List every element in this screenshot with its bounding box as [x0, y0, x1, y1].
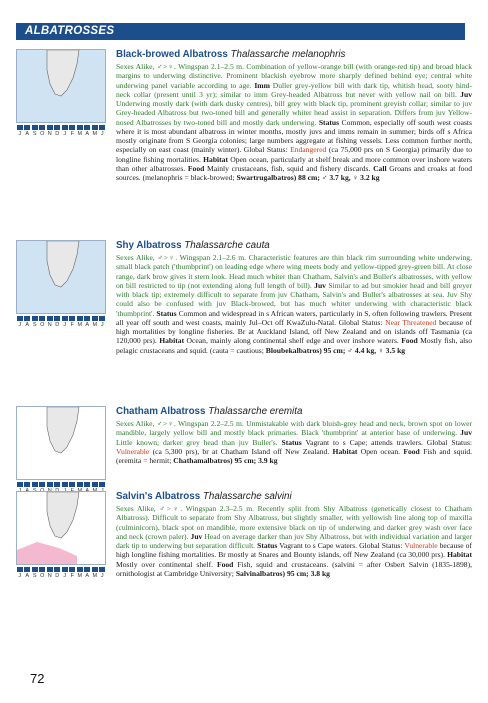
global-status: Near Threatened	[385, 317, 437, 327]
status-text: Common, especially off south west coasts where it is most abundant albatross in winter months, mostly juvs and imms remain in summer; birds off s Africa mostly originate from S Georgia colonies; large numbers aggregate at fishing vessels. Less common further north, especially on east coast (mainly winter). Global Status:	[116, 117, 472, 155]
month-cell: A	[84, 567, 92, 579]
month-cell: M	[91, 316, 99, 328]
month-cell: M	[76, 316, 84, 328]
species-description: Sexes Alike, ♂>♀. Wingspan 2.1–2.5 m. Combination of yellow-orange bill (with orange-red tip) and broad black margins to underwing distinctive. Prominent blackish eyebrow more sharply defined behind eye; central white underwing panel variable according to age. Imm Duller grey-yellow bill with dark tip, whitish head, sooty hind-neck collar (present until 3 yr); similar to imm Grey-headed Albatross but never with yellow nail on bill. Juv Underwing mostly dark (with dark dusky centres), bill grey with black tip, prominent greyish collar; similar to juv Grey-headed Albatross but two-toned bill and generally whiter head assist in separation. Differs from juv Yellow-nosed Albatrosses by two-toned bill and mostly dark underwing. Status Common, especially off south west coasts where it is most abundant albatross in winter months, mostly juvs and imms remain in summer; birds off s Africa mostly originate from S Georgia colonies; large numbers aggregate at fishing vessels. Less common further north, especially on east coast (mainly winter). Global Status: Endangered (ca 75,000 prs on S Georgia) primarily due to longline fishing mortalities. Habitat Open ocean, particularly at shelf break and more common over inshore waters than other albatrosses. Food Mainly crustaceans, fish, squid and fishery discards. Call Groans and croaks at food sources. (melanophris = black-browed; Swartrugalbatros) 88 cm; ♂ 3.7 kg, ♀ 3.2 kg	[116, 62, 472, 182]
scientific-name: Thalassarche melanophris	[230, 49, 346, 60]
month-cell: J	[16, 125, 24, 137]
month-cell: A	[84, 125, 92, 137]
month-cell: J	[16, 316, 24, 328]
id-text: Sexes Alike, ♂>♀. Wingspan 2.1–2.5 m. Combination of yellow-orange bill (with orange-red tip) and broad black margins to underwing distinctive. Prominent blackish eyebrow more sharply defined behind eye; central white underwing panel variable according to age.	[116, 62, 472, 90]
distribution-map-column	[16, 240, 106, 328]
month-cell: S	[31, 316, 39, 328]
section-title: ALBATROSSES	[25, 25, 115, 37]
distribution-map-column	[16, 406, 106, 494]
global-status: Vulnerable	[404, 541, 438, 550]
month-cell: D	[54, 567, 62, 579]
imm-text: Duller grey-yellow bill with dark tip, whitish head, sooty hind-neck collar (present until 3 yr); similar to imm Grey-headed Albatross but never with yellow nail on bill.	[116, 80, 472, 99]
month-cell: J	[61, 567, 69, 579]
month-cell: J	[61, 125, 69, 137]
common-name: Shy Albatross	[116, 240, 182, 251]
measurements: 95 cm; ♂ 4.4 kg, ♀ 3.5 kg	[323, 345, 406, 355]
global-status: Endangered	[290, 145, 327, 155]
month-cell: F	[69, 125, 77, 137]
month-cell: M	[76, 567, 84, 579]
month-cell: J	[16, 567, 24, 579]
global-status: Vulnerable	[116, 446, 150, 456]
measurements: 88 cm; ♂ 3.7 kg, ♀ 3.2 kg	[298, 173, 380, 182]
scientific-name: Thalassarche cauta	[184, 240, 270, 251]
month-cell: M	[91, 125, 99, 137]
month-cell: M	[76, 125, 84, 137]
distribution-map-column	[16, 49, 106, 137]
month-cell: A	[84, 316, 92, 328]
measurements: 95 cm; 3.9 kg	[234, 456, 278, 465]
local-name: Swartrugalbatros)	[236, 173, 297, 182]
distribution-map	[16, 49, 106, 123]
month-cell: J	[61, 316, 69, 328]
month-bar	[16, 125, 106, 137]
species-title	[116, 49, 472, 61]
month-cell: O	[39, 125, 47, 137]
month-cell: F	[69, 567, 77, 579]
month-cell: S	[31, 567, 39, 579]
species-description: Sexes Alike, ♂>♀. Wingspan 2.2–2.5 m. Unmistakable with dark bluish-grey head and neck, brown spot on lower mandible, largely yellow bill and mostly black primaries. Black 'thumbprint' at anterior base of underwing. Juv Little known; darker grey head than juv Buller's. Status Vagrant to s Cape; attends trawlers. Global Status: Vulnerable (ca 5,300 prs), br at Chatham Island off New Zealand. Habitat Open ocean. Food Fish and squid. (eremita = hermit; Chathamalbatros) 95 cm; 3.9 kg	[116, 419, 473, 465]
species-description: Sexes Alike, ♂>♀. Wingspan 2.3–2.5 m. Recently split from Shy Albatross (genetically closest to Chatham Albatross). Difficult to separate from Shy Albatross, but slightly smaller, with yellowish line along top of maxilla (culminicorn), black spot on mandible, more extensive black on tip of underwing and darker grey wash over face and neck (crown paler). Juv Head on average darker than juv Shy Albatross, but with individual variation and larger dark tip to underwing but separation difficult. Status Vagrant to s Cape waters. Global Status: Vulnerable because of high longline fishing mortalities. Br mostly at Snares and Bounty islands, off New Zealand (ca 30,000 prs). Habitat Mostly over continental shelf. Food Fish, squid and crustaceans. (salvini = after Osbert Salvin (1835-1898), ornithologist at Cambridge University; Salvinalbatros) 95 cm; 3.8 kg	[116, 504, 473, 578]
month-cell: A	[24, 567, 32, 579]
species-text	[116, 406, 472, 465]
month-cell: J	[99, 567, 107, 579]
month-cell: A	[24, 125, 32, 137]
species-title	[116, 240, 472, 252]
month-cell: F	[69, 316, 77, 328]
juv-text: Underwing mostly dark (with dark dusky centres), bill grey with black tip, prominent greyish collar; similar to juv Grey-headed Albatross but two-toned bill and generally whiter head assist in separation. Differs from juv Yellow-nosed Albatrosses by two-toned bill and mostly dark underwing.	[116, 99, 472, 127]
distribution-map	[16, 406, 106, 480]
month-cell: J	[99, 125, 107, 137]
month-cell: N	[46, 316, 54, 328]
distribution-map	[16, 240, 106, 314]
page-number: 72	[30, 671, 45, 686]
section-header	[16, 23, 465, 40]
species-title	[116, 406, 472, 418]
scientific-name: Thalassarche salvini	[202, 491, 292, 502]
measurements: 95 cm; 3.8 kg	[286, 568, 330, 578]
month-cell: D	[54, 316, 62, 328]
species-title	[116, 491, 472, 503]
distribution-map	[16, 491, 106, 565]
month-cell: M	[91, 567, 99, 579]
month-bar	[16, 316, 106, 328]
month-cell: D	[54, 125, 62, 137]
local-name: Bloubekalbatros)	[265, 345, 322, 355]
month-bar	[16, 567, 106, 579]
distribution-map-column	[16, 491, 106, 579]
common-name: Chatham Albatross	[116, 406, 206, 417]
month-cell: A	[24, 316, 32, 328]
species-description: Sexes Alike, ♂>♀. Wingspan 2.1–2.6 m. Characteristic features are thin black rim surrounding white underwing, small black patch ('thumbprint') on leading edge where wing meets body and yellow-tipped grey-green bill. At close range, dark brow gives it stern look. Head much whiter than Chatham, Salvin's and Buller's albatrosses, with yellow on bill restricted to tip (not extending along full length of bill). Juv Similar to ad but smokier head and bill greyer with black tip; extremely difficult to separate from juv Chatham, Salvin's and Buller's albatrosses at sea. Juv Shy could also be confused with juv Black-browed, but has much whiter underwing with characteristic black 'thumbprint'. Status Common and widespread in s African waters, particularly in S, often following trawlers. Present all year off south and west coasts, mainly Jul–Oct off KwaZulu-Natal. Global Status: Near Threatened because of high mortalities by longline fisheries. Br at Auckland Island, off New Zealand and on islands off Tasmania (ca 120,000 prs). Habitat Ocean, mainly along continental shelf edge and over inshore waters. Food Mostly fish, also pelagic crustaceans and squid. (cauta = cautious; Bloubekalbatros) 95 cm; ♂ 4.4 kg, ♀ 3.5 kg	[116, 253, 473, 355]
month-cell: J	[99, 316, 107, 328]
common-name: Black-browed Albatross	[116, 49, 228, 60]
species-text	[116, 240, 472, 355]
month-cell: O	[39, 316, 47, 328]
month-cell: S	[31, 125, 39, 137]
species-text	[116, 49, 472, 182]
scientific-name: Thalassarche eremita	[208, 406, 303, 417]
species-text	[116, 491, 472, 578]
common-name: Salvin's Albatross	[116, 491, 201, 502]
month-cell: N	[46, 125, 54, 137]
local-name: Salvinalbatros)	[235, 568, 286, 578]
month-cell: O	[39, 567, 47, 579]
local-name: Chathamalbatros)	[173, 456, 233, 465]
month-cell: N	[46, 567, 54, 579]
